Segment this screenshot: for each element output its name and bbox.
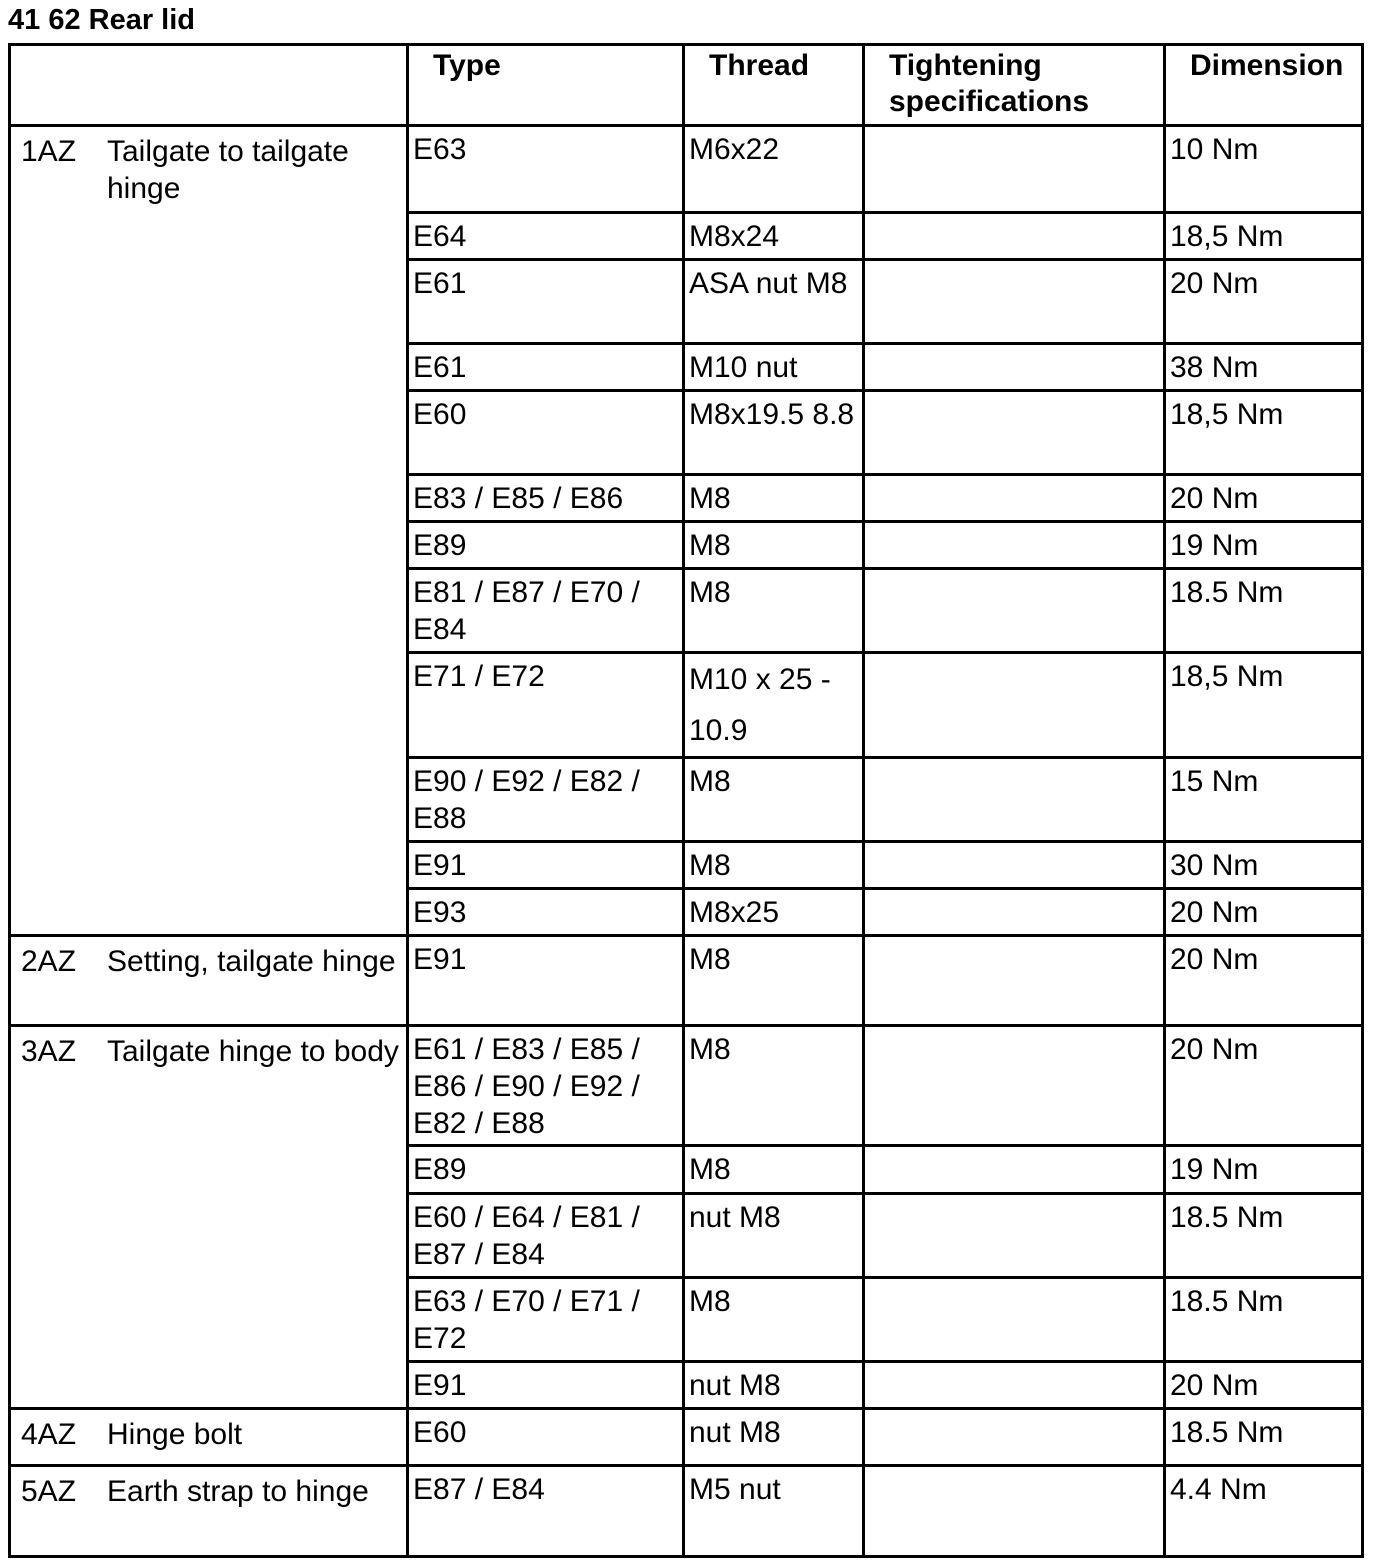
tightening-cell [864, 260, 1165, 344]
thread-cell: M8 [684, 842, 864, 889]
thread-cell: M10 nut [684, 344, 864, 391]
dimension-cell: 20 Nm [1165, 936, 1363, 1026]
type-cell: E81 / E87 / E70 / E84 [408, 569, 684, 653]
type-cell: E89 [408, 1146, 684, 1194]
tightening-cell [864, 344, 1165, 391]
tightening-cell [864, 936, 1165, 1026]
type-cell: E71 / E72 [408, 653, 684, 758]
tightening-cell [864, 213, 1165, 260]
tightening-cell [864, 758, 1165, 842]
thread-cell: ASA nut M8 [684, 260, 864, 344]
thread-cell: M10 x 25 - 10.9 [684, 653, 864, 758]
tightening-cell [864, 1194, 1165, 1278]
dimension-cell: 18,5 Nm [1165, 213, 1363, 260]
item-description: Hinge bolt [107, 1418, 243, 1451]
item-code: 1AZ [21, 135, 77, 168]
item-description: Tailgate hinge to body [107, 1035, 399, 1068]
dimension-cell: 20 Nm [1165, 889, 1363, 936]
item-code: 4AZ [21, 1418, 77, 1451]
tightening-cell [864, 842, 1165, 889]
type-cell: E93 [408, 889, 684, 936]
tightening-cell [864, 1278, 1165, 1362]
tightening-cell [864, 889, 1165, 936]
dimension-cell: 15 Nm [1165, 758, 1363, 842]
dimension-cell: 18.5 Nm [1165, 1194, 1363, 1278]
type-cell: E63 [408, 126, 684, 213]
thread-cell: M5 nut [684, 1466, 864, 1557]
thread-cell: M8 [684, 936, 864, 1026]
tightening-cell [864, 1466, 1165, 1557]
type-cell: E91 [408, 936, 684, 1026]
section-title: 41 62 Rear lid [8, 4, 195, 36]
item-cell [10, 1026, 408, 1409]
header-row [10, 45, 1363, 126]
dimension-cell: 19 Nm [1165, 1146, 1363, 1194]
item-cell [10, 1409, 408, 1466]
thread-cell: M8 [684, 475, 864, 522]
dimension-cell: 20 Nm [1165, 475, 1363, 522]
thread-cell: M8 [684, 1278, 864, 1362]
table-row [10, 936, 1363, 1026]
tightening-cell [864, 1362, 1165, 1409]
table-row [10, 1466, 1363, 1557]
table-row [10, 1409, 1363, 1466]
item-code: 5AZ [21, 1475, 77, 1508]
thread-cell: M8 [684, 1026, 864, 1146]
thread-cell: nut M8 [684, 1194, 864, 1278]
dimension-cell: 18.5 Nm [1165, 1278, 1363, 1362]
dimension-cell: 38 Nm [1165, 344, 1363, 391]
thread-cell: M8x24 [684, 213, 864, 260]
dimension-cell: 4.4 Nm [1165, 1466, 1363, 1557]
thread-cell: nut M8 [684, 1409, 864, 1466]
thread-cell: M8x19.5 8.8 [684, 391, 864, 475]
tightening-cell [864, 1026, 1165, 1146]
dimension-cell: 18.5 Nm [1165, 569, 1363, 653]
header-item [10, 45, 408, 126]
dimension-cell: 20 Nm [1165, 1362, 1363, 1409]
thread-cell: M8 [684, 758, 864, 842]
type-cell: E91 [408, 1362, 684, 1409]
torque-spec-table [8, 43, 1364, 1558]
dimension-cell: 20 Nm [1165, 260, 1363, 344]
item-cell [10, 126, 408, 936]
type-cell: E60 / E64 / E81 / E87 / E84 [408, 1194, 684, 1278]
header-tightening: Tightening specifications [864, 45, 1165, 126]
item-description: Tailgate to tailgate hinge [107, 135, 349, 205]
tightening-cell [864, 1409, 1165, 1466]
table-row [10, 1026, 1363, 1146]
type-cell: E87 / E84 [408, 1466, 684, 1557]
header-type: Type [408, 45, 684, 126]
item-description: Setting, tailgate hinge [107, 945, 396, 978]
tightening-cell [864, 569, 1165, 653]
thread-cell: M8 [684, 522, 864, 569]
thread-cell: M8 [684, 569, 864, 653]
tightening-cell [864, 522, 1165, 569]
type-cell: E60 [408, 391, 684, 475]
type-cell: E61 [408, 260, 684, 344]
type-cell: E83 / E85 / E86 [408, 475, 684, 522]
table-row [10, 126, 1363, 213]
type-cell: E60 [408, 1409, 684, 1466]
type-cell: E63 / E70 / E71 / E72 [408, 1278, 684, 1362]
thread-cell: M8 [684, 1146, 864, 1194]
dimension-cell: 19 Nm [1165, 522, 1363, 569]
dimension-cell: 20 Nm [1165, 1026, 1363, 1146]
thread-cell: M8x25 [684, 889, 864, 936]
item-cell [10, 936, 408, 1026]
thread-cell: M6x22 [684, 126, 864, 213]
header-thread: Thread [684, 45, 864, 126]
header-dimension: Dimension [1165, 45, 1363, 126]
item-description: Earth strap to hinge [107, 1475, 369, 1508]
tightening-cell [864, 475, 1165, 522]
tightening-cell [864, 653, 1165, 758]
tightening-cell [864, 126, 1165, 213]
dimension-cell: 18,5 Nm [1165, 653, 1363, 758]
dimension-cell: 18.5 Nm [1165, 1409, 1363, 1466]
type-cell: E91 [408, 842, 684, 889]
thread-cell: nut M8 [684, 1362, 864, 1409]
type-cell: E61 / E83 / E85 / E86 / E90 / E92 / E82 / E88 [408, 1026, 684, 1146]
type-cell: E89 [408, 522, 684, 569]
item-code: 2AZ [21, 945, 77, 978]
tightening-cell [864, 1146, 1165, 1194]
dimension-cell: 18,5 Nm [1165, 391, 1363, 475]
dimension-cell: 10 Nm [1165, 126, 1363, 213]
tightening-cell [864, 391, 1165, 475]
item-cell [10, 1466, 408, 1557]
type-cell: E90 / E92 / E82 / E88 [408, 758, 684, 842]
dimension-cell: 30 Nm [1165, 842, 1363, 889]
type-cell: E61 [408, 344, 684, 391]
item-code: 3AZ [21, 1035, 77, 1068]
type-cell: E64 [408, 213, 684, 260]
